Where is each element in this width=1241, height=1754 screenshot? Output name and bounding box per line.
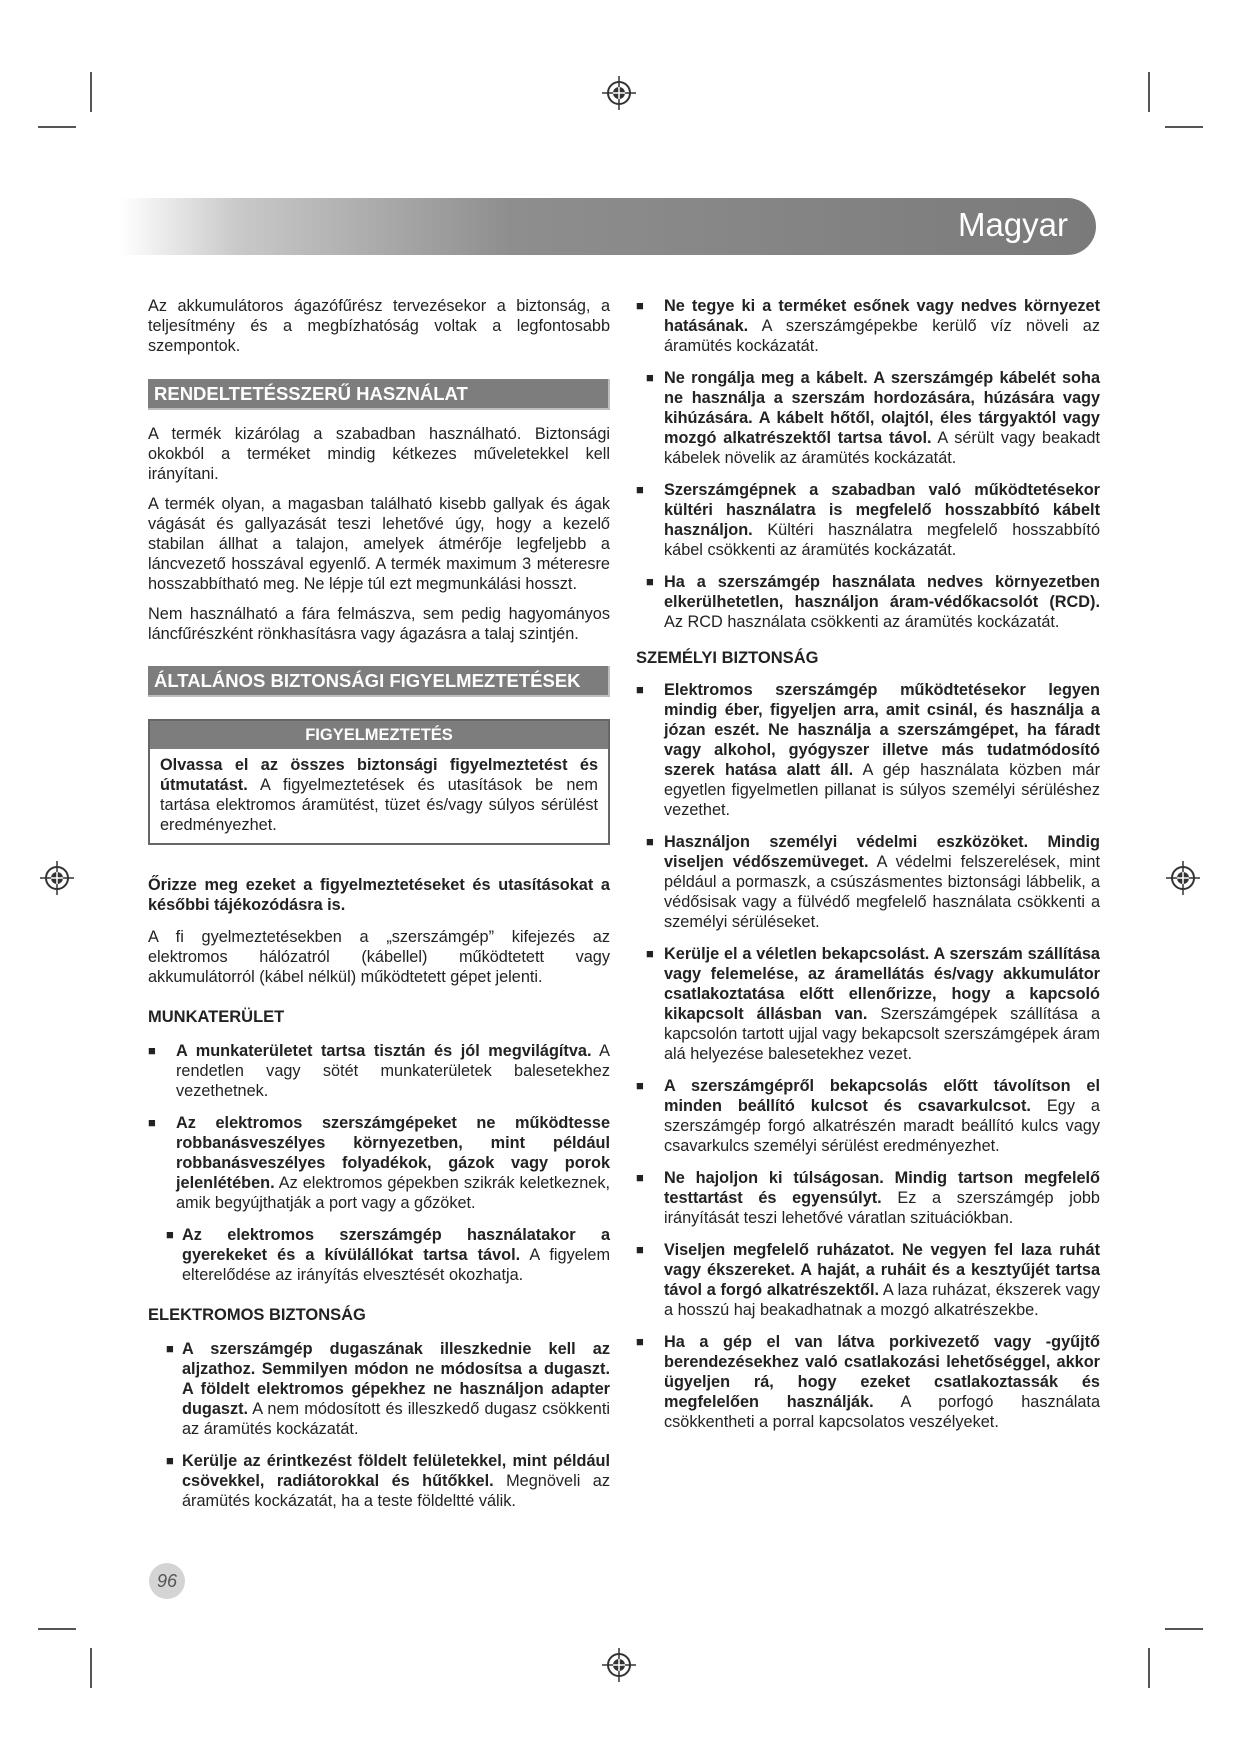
paragraph: A termék kizárólag a szabadban használható. Biztonsági okokból a terméket mindig kétkezes műveletekkel kell irányítani. — [148, 425, 610, 483]
list-item: ■ Ne rongálja meg a kábelt. A szerszámgép kábelét soha ne használja a szerszám hordozására, húzására vagy kihúzására. A kábelt hőtől, olajtól, éles tárgyaktól vagy mozgó alkatrészektől tartsa távol. A sérült vagy beakadt kábelek növelik az áramütés kockázatát. — [646, 369, 1100, 467]
list-item: ■ Szerszámgépnek a szabadban való működtetésekor kültéri használatra is megfelelő hosszabbító kábelt használjon. Kültéri használatra megfelelő hosszabbító kábel csökkenti az áramütés kockázatát. — [636, 481, 1100, 559]
list-item: ■ A szerszámgép dugaszának illeszkednie kell az aljzathoz. Semmilyen módon ne módosítsa a dugaszt. A földelt elektromos gépekhez ne használjon adapter dugaszt. A nem módosított és illeszkedő dugasz csökkenti az áramütés kockázatát. — [166, 1340, 610, 1438]
crop-mark — [38, 126, 76, 128]
section-heading: ÁLTALÁNOS BIZTONSÁGI FIGYELMEZTETÉSEK — [148, 666, 610, 697]
list-item: ■ Az elektromos szerszámgép használatakor a gyerekeket és a kívülállókat tartsa távol. A figyelem elterelődése az irányítás elvesztését okozhatja. — [166, 1226, 611, 1284]
crop-mark — [1148, 1648, 1150, 1688]
section-heading: RENDELTETÉSSZERŰ HASZNÁLAT — [148, 379, 610, 410]
list-item: ■ A munkaterületet tartsa tisztán és jól megvilágítva. A rendetlen vagy sötét munkaterületek balesetekhez vezethetnek. — [148, 1042, 611, 1100]
warning-header — [150, 721, 608, 749]
language-title: Magyar — [957, 206, 1068, 243]
language-banner — [120, 198, 1096, 255]
crop-mark — [1148, 72, 1150, 112]
definition-paragraph: A fi gyelmeztetésekben a „szerszámgép” kifejezés az elektromos hálózatról (kábellel) működtetett vagy akkumulátorról (kábel nélkül) működtetett gépet jelenti. — [148, 928, 610, 986]
registration-mark-icon — [40, 861, 74, 895]
crop-mark — [90, 1648, 92, 1688]
paragraph: Nem használható a fára felmászva, sem pedig hagyományos láncfűrészként rönkhasításra vagy ágazásra a talaj szintjén. — [148, 605, 610, 643]
subsection-heading: ELEKTROMOS BIZTONSÁG — [148, 1306, 366, 1324]
registration-mark-icon — [602, 76, 636, 110]
paragraph: A termék olyan, a magasban található kisebb gallyak és ágak vágását és gallyazását teszi lehetővé úgy, hogy a kezelő stabilan állhat a talajon, amelyek átmérője legfeljebb a láncvezető hosszával egyenlő. A termék maximum 3 méteresre hosszabbítható meg. Ne lépje túl ezt megmunkálási hosszt. — [148, 495, 610, 593]
warning-label: FIGYELMEZTETÉS — [305, 726, 453, 744]
warning-box — [148, 719, 610, 845]
left-column — [148, 296, 610, 1511]
list-item: ■ Ha a gép el van látva porkivezető vagy -gyűjtő berendezésekhez való csatlakozási lehetőséggel, akkor ügyeljen rá, hogy ezeket csatlakoztassák és megfelelően használják. A porfogó használata csökkentheti a porral kapcsolatos veszélyeket. — [636, 1333, 1100, 1431]
list-item: ■ A szerszámgépről bekapcsolás előtt távolítson el minden beállító kulcsot és csavarkulcsot. Egy a szerszámgép forgó alkatrészén maradt beállító kulcs vagy csavarkulcs személyi sérülést eredményezhet. — [636, 1077, 1100, 1155]
list-item: ■ Kerülje el a véletlen bekapcsolást. A szerszám szállítása vagy felemelése, az áramellátás és/vagy akkumulátor csatlakoztatása előtt ellenőrizze, hogy a kapcsoló kikapcsolt állásban van. Szerszámgépek szállítása a kapcsolón tartott ujjal vagy bekapcsolt szerszámgépek áram alá helyezése balesetekhez vezet. — [646, 945, 1100, 1063]
list-item: ■ Az elektromos szerszámgépeket ne működtesse robbanásveszélyes környezetben, mint például robbanásveszélyes folyadékok, gázok vagy porok jelenlétében. Az elektromos gépekben szikrák keletkeznek, amik begyújthatják a port vagy a gőzöket. — [148, 1114, 610, 1212]
warning-text: A figyelmeztetések és utasítások be nem tartása elektromos áramütést, tüzet és/vagy súlyos sérülést eredményezhet. — [160, 776, 598, 834]
list-item: ■ Viseljen megfelelő ruházatot. Ne vegyen fel laza ruhát vagy ékszereket. A haját, a ruháit és a kesztyűjét tartsa távol a forgó alkatrészektől. A laza ruházat, ékszerek vagy a hosszú haj beakadhatnak a mozgó alkatrészekbe. — [636, 1241, 1100, 1319]
warning-body — [150, 749, 608, 843]
crop-mark — [90, 72, 92, 112]
registration-mark-icon — [602, 1648, 636, 1682]
list-item: ■ Ne hajoljon ki túlságosan. Mindig tartson megfelelő testtartást és egyensúlyt. Ez a szerszámgép jobb irányítását teszi lehetővé váratlan szituációkban. — [636, 1169, 1100, 1227]
list-item: ■ Ha a szerszámgép használata nedves környezetben elkerülhetetlen, használjon áram-védőkacsolót (RCD). Az RCD használata csökkenti az áramütés kockázatát. — [646, 573, 1100, 631]
subsection-heading: SZEMÉLYI BIZTONSÁG — [636, 649, 819, 667]
intro-paragraph: Az akkumulátoros ágazófűrész tervezésekor a biztonság, a teljesítmény és a megbízhatóság voltak a legfontosabb szempontok. — [148, 297, 610, 355]
list-item: ■ Használjon személyi védelmi eszközöket. Mindig viseljen védőszemüveget. A védelmi felszerelések, mint például a pormaszk, a csúszásmentes biztonsági lábbelik, a védősisak vagy a fülvédő megfelelő használata csökkenti a személyi sérüléseket. — [646, 833, 1100, 931]
crop-mark — [38, 1628, 76, 1630]
right-column — [636, 296, 1100, 1432]
list-item: ■ Elektromos szerszámgép működtetésekor legyen mindig éber, figyeljen arra, amit csinál, és használja a józan eszét. Ne használja a szerszámgépet, ha fáradt vagy alkohol, gyógyszer illetve más tudatmódosító szerek hatása alatt áll. A gép használata közben már egyetlen figyelmetlen pillanat is súlyos személyi sérüléshez vezethet. — [636, 681, 1100, 819]
subsection-heading: MUNKATERÜLET — [148, 1008, 285, 1026]
registration-mark-icon — [1166, 861, 1200, 895]
keep-instructions: Őrizze meg ezeket a figyelmeztetéseket és utasításokat a későbbi tájékozódásra is. — [148, 876, 610, 914]
warning-bold-text: Olvassa el az összes biztonsági figyelmeztetést és útmutatást. — [160, 756, 598, 794]
crop-mark — [1165, 126, 1203, 128]
list-item: ■ Ne tegye ki a terméket esőnek vagy nedves környezet hatásának. A szerszámgépekbe kerülő víz növeli az áramütés kockázatát. — [636, 297, 1100, 355]
crop-mark — [1165, 1628, 1203, 1630]
list-item: ■ Kerülje az érintkezést földelt felületekkel, mint például csövekkel, radiátorokkal és hűtőkkel. Megnöveli az áramütés kockázatát, ha a teste földeltté válik. — [166, 1452, 610, 1510]
page-number: 96 — [149, 1563, 185, 1599]
